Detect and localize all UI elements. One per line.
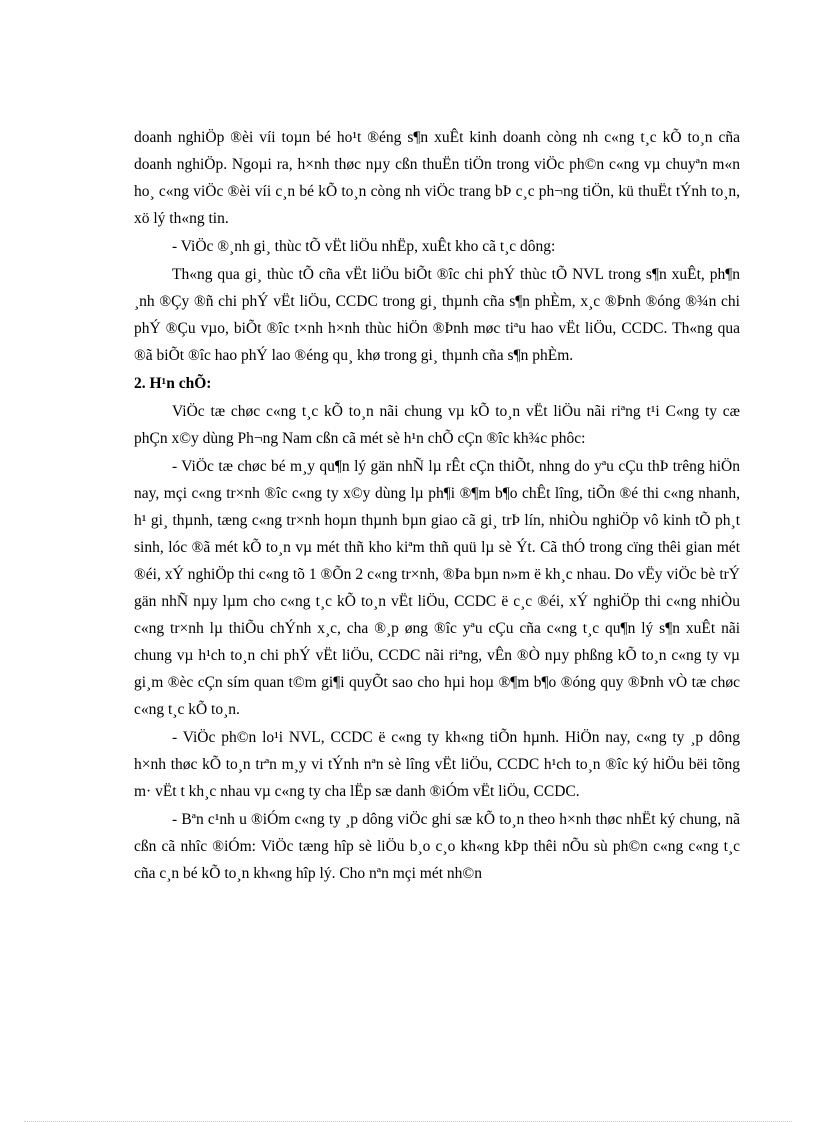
paragraph-valuation-effect: - ViÖc ®¸nh gi¸ thùc tÕ vËt liÖu nhËp, xuÊt kho cã t¸c dông: [172,238,556,255]
document-body [134,124,740,887]
paragraph-classification: - ViÖc ph©n lo¹i NVL, CCDC ë c«ng ty kh«ng tiÕn hµnh. HiÖn nay, c«ng ty ¸p dông h×nh thøc kÕ to¸n trªn m¸y vi tÝnh nªn sè lîng vËt liÖu, CCDC h¹ch to¸n ®îc ký hiÖu bëi tõng m· vËt t kh¸c nhau vµ c«ng ty cha lËp sæ danh ®iÓm vËt liÖu, CCDC. [134,729,740,800]
paragraph-actual-price: Th«ng qua gi¸ thùc tÕ cña vËt liÖu biÕt ®îc chi phÝ thùc tÕ NVL trong s¶n xuÊt, ph¶n ¸nh ®Çy ®ñ chi phÝ vËt liÖu, CCDC trong gi¸ thµnh cña s¶n phÈm, x¸c ®Þnh ®óng ®¾n chi phÝ ®Çu vµo, biÕt ®îc t×nh h×nh thùc hiÖn ®Þnh møc tiªu hao vËt liÖu, CCDC. Th«ng qua ®ã biÕt ®îc hao phÝ lao ®éng qu¸ khø trong gi¸ thµnh cña s¶n phÈm. [134,266,740,364]
page-bottom-divider [24,1121,792,1122]
paragraph-general-journal: - Bªn c¹nh u ®iÓm c«ng ty ¸p dông viÖc ghi sæ kÕ to¸n theo h×nh thøc nhËt ký chung, nã cßn cã nhîc ®iÓm: ViÖc tæng hîp sè liÖu b¸o c¸o kh«ng kÞp thêi nÕu sù ph©n c«ng c«ng t¸c cña c¸n bé kÕ to¸n kh«ng hîp lý. Cho nªn mçi mét nh©n [134,811,740,882]
paragraph-management-apparatus: - ViÖc tæ chøc bé m¸y qu¶n lý gän nhÑ lµ rÊt cÇn thiÕt, nhng do yªu cÇu thÞ trêng hiÖn nay, mçi c«ng tr×nh ®îc c«ng ty x©y dùng lµ ph¶i ®¶m b¶o chÊt lîng, tiÕn ®é thi c«ng nhanh, h¹ gi¸ thµnh, tæng c«ng tr×nh hoµn thµnh bµn giao cã gi¸ trÞ lín, nhiÒu nghiÖp vô kinh tÕ ph¸t sinh, lóc ®ã mét kÕ to¸n vµ mét thñ kho kiªm thñ quü lµ sè Ýt. Cã thÓ trong cïng thêi gian mét ®éi, xÝ nghiÖp thi c«ng tõ 1 ®Õn 2 c«ng tr×nh, ®Þa bµn n»m ë kh¸c nhau. Do vËy viÖc bè trÝ gän nhÑ nµy lµm cho c«ng t¸c kÕ to¸n vËt liÖu, CCDC ë c¸c ®éi, xÝ nghiÖp thi c«ng nhiÒu c«ng tr×nh lµ thiÕu chÝnh x¸c, cha ®¸p øng ®îc yªu cÇu cña c«ng t¸c qu¶n lý s¶n xuÊt nãi chung vµ h¹ch to¸n chi phÝ vËt liÖu, CCDC nãi riªng, vÊn ®Ò nµy phßng kÕ to¸n c«ng ty vµ gi¸m ®èc cÇn sím quan t©m gi¶i quyÕt sao cho hµi hoµ ®¶m b¶o ®óng quy ®Þnh vÒ tæ chøc c«ng t¸c kÕ to¸n. [134,458,740,718]
section-heading-limitations: 2. H¹n chÕ: [134,375,212,392]
paragraph-continuation: doanh nghiÖp ®èi víi toµn bé ho¹t ®éng s¶n xuÊt kinh doanh còng nh c«ng t¸c kÕ to¸n cña doanh nghiÖp. Ngoµi ra, h×nh thøc nµy cßn thuËn tiÖn trong viÖc ph©n c«ng vµ chuyªn m«n ho¸ c«ng viÖc ®èi víi c¸n bé kÕ to¸n còng nh viÖc trang bÞ c¸c ph¬ng tiÖn, kü thuËt tÝnh to¸n, xö lý th«ng tin. [134,129,740,227]
paragraph-limitations-intro: ViÖc tæ chøc c«ng t¸c kÕ to¸n nãi chung vµ kÕ to¸n vËt liÖu nãi riªng t¹i C«ng ty cæ phÇn x©y dùng Ph¬ng Nam cßn cã mét sè h¹n chÕ cÇn ®îc kh¾c phôc: [134,403,740,447]
